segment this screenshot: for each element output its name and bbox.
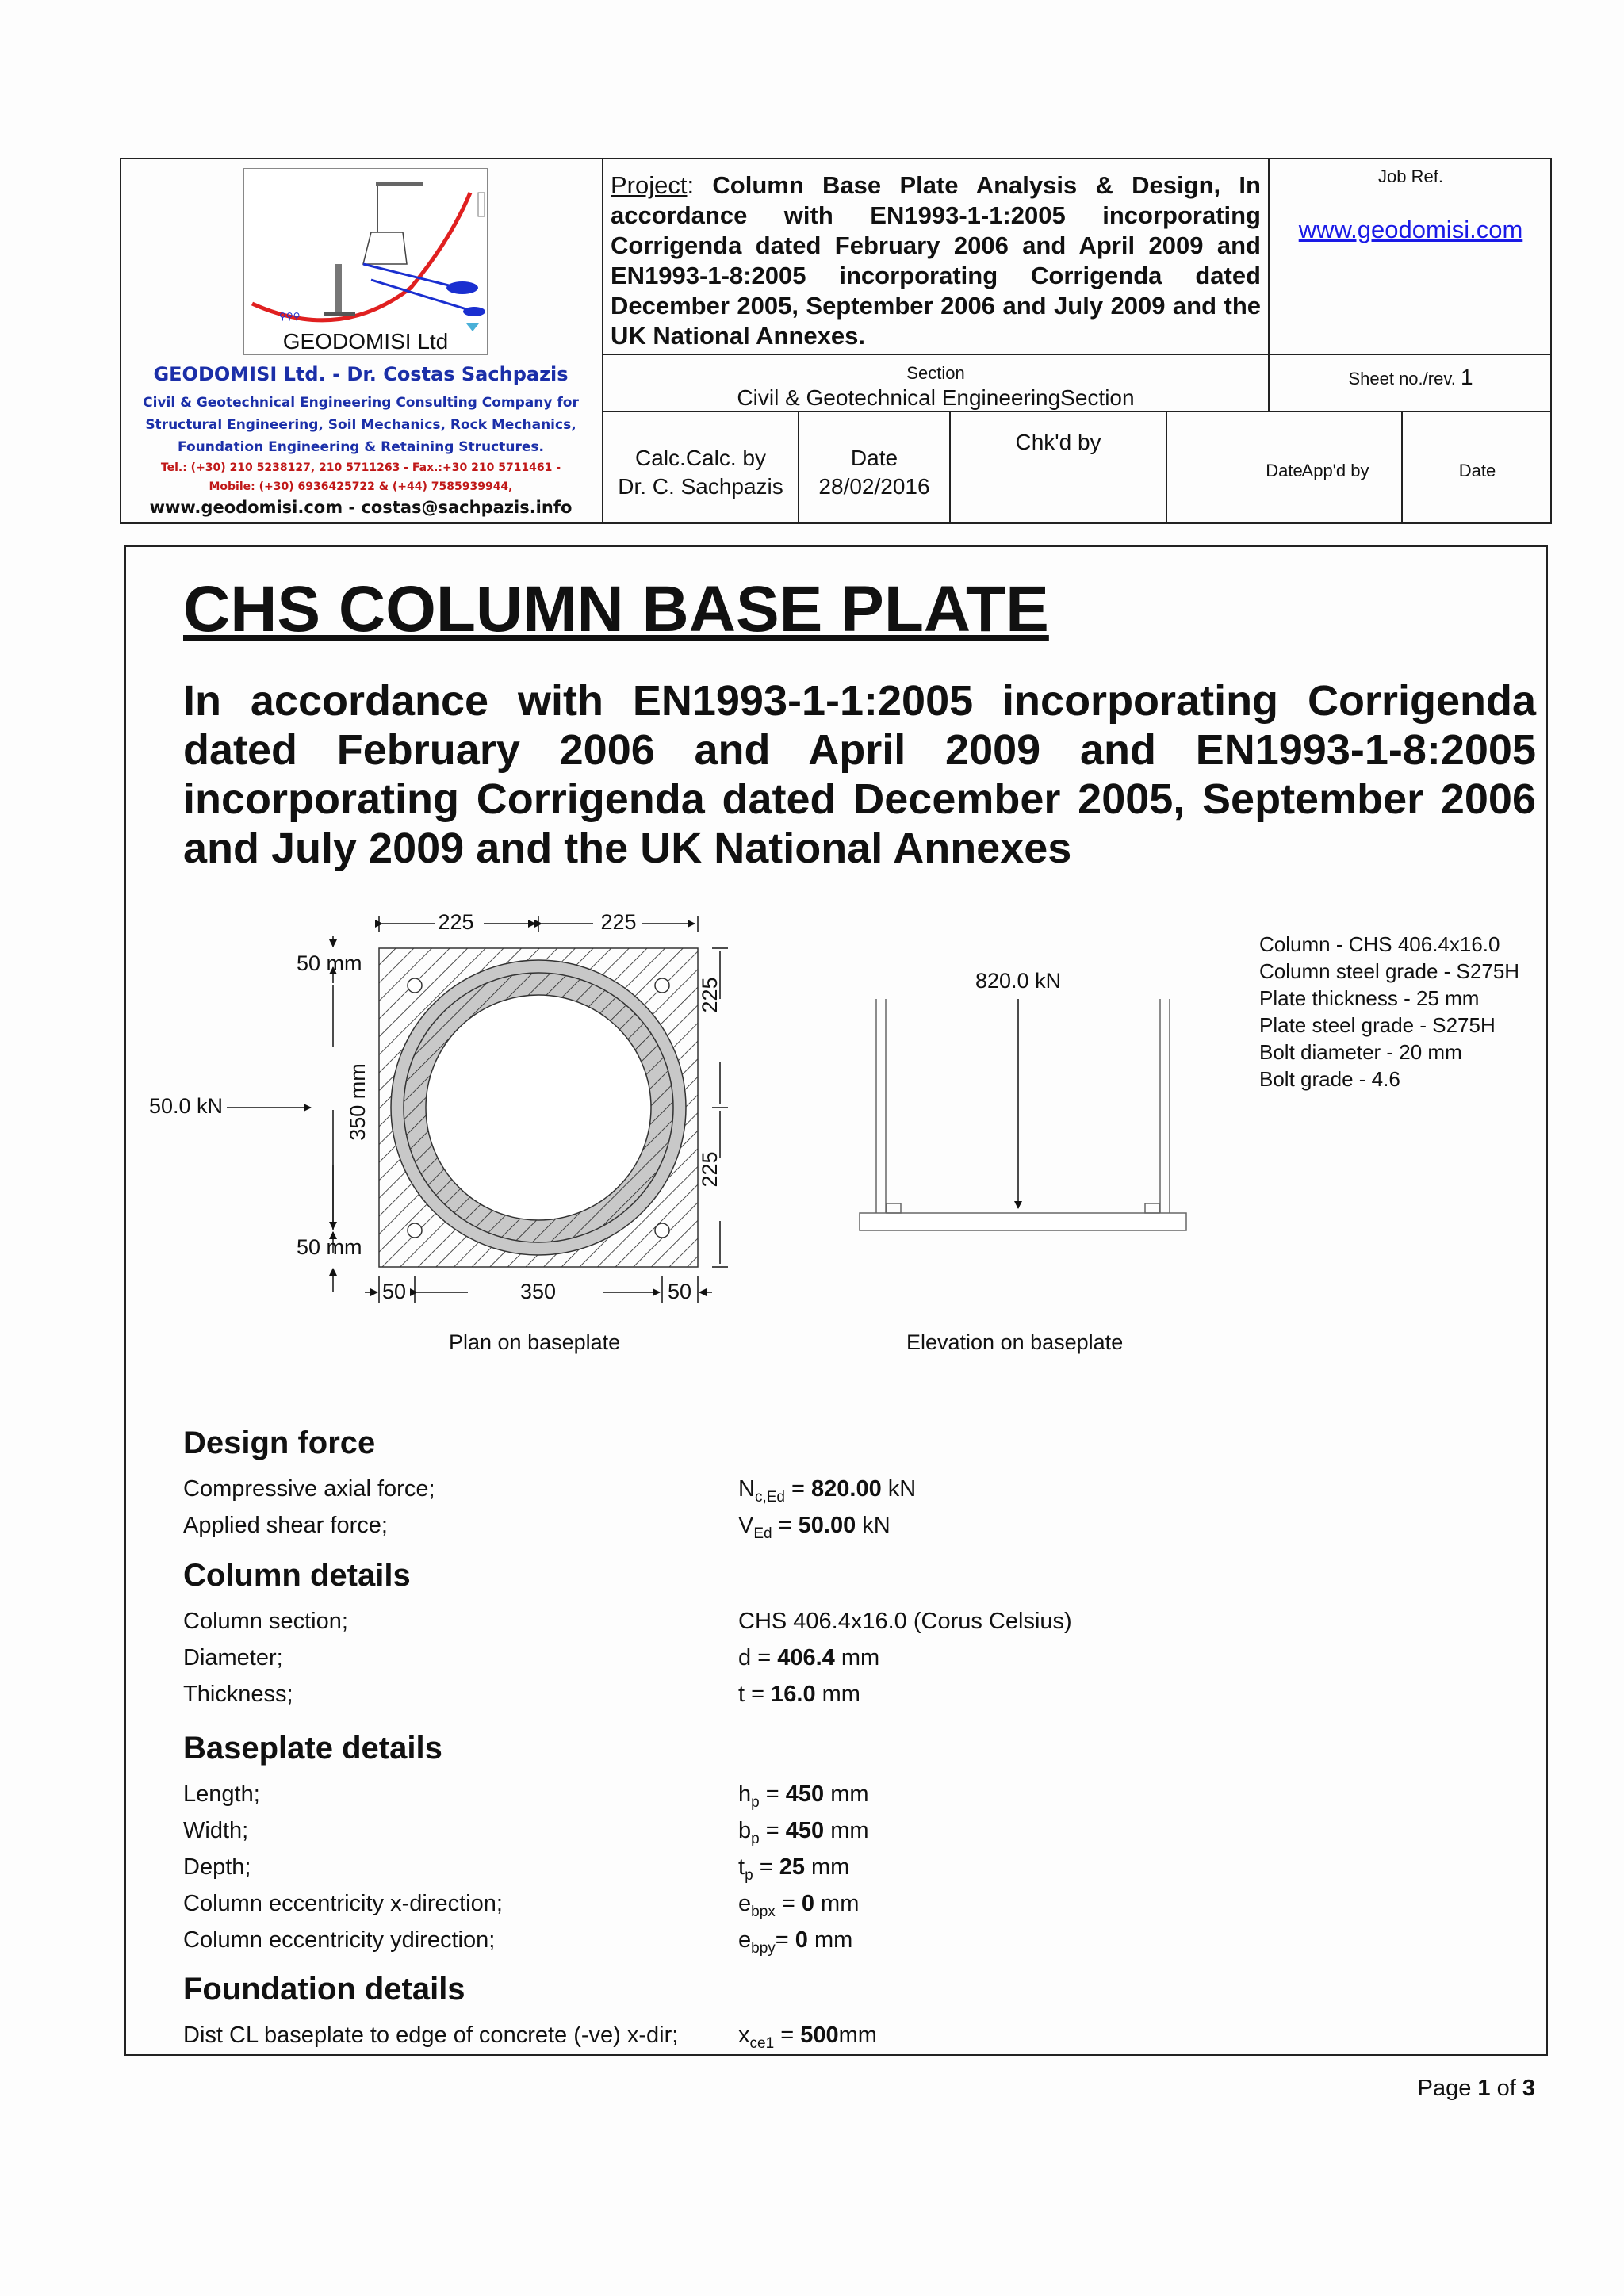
logo-text: GEODOMISI Ltd — [282, 329, 449, 354]
company-web: www.geodomisi.com - costas@sachpazis.info — [149, 498, 573, 517]
company-contact — [120, 458, 602, 496]
divider — [602, 354, 1552, 355]
elevation-caption: Elevation on baseplate — [906, 1330, 1124, 1354]
row-label: Dist CL baseplate to edge of concrete (-ve) x-dir; — [183, 2022, 679, 2048]
page-subtitle: In accordance with EN1993-1-1:2005 incorporating Corrigenda dated February 2006 and April 2009 and EN1993-1-8:2005 incorporating Corrigenda dated December 2005, September 2006 and July 2009 and the UK National Annexes — [183, 677, 1536, 872]
dim-label-225: 225 — [438, 910, 474, 934]
company-description — [120, 392, 602, 458]
project-label: Project — [611, 171, 688, 199]
project-block — [611, 170, 1261, 351]
company-name: GEODOMISI Ltd. - Dr. Costas Sachpazis — [153, 363, 569, 385]
dim-label-50mm: 50 mm — [297, 1235, 362, 1259]
dim-label-225: 225 — [600, 910, 637, 934]
company-tel: Tel.: (+30) 210 5238127, 210 5711263 - Fax.:+30 210 5711461 - — [160, 461, 561, 474]
divider — [602, 411, 1552, 412]
section-heading: Design force — [183, 1425, 376, 1460]
row-value: t = 16.0 mm — [738, 1682, 860, 1707]
elevation-plate — [860, 1213, 1186, 1230]
note-line: Bolt diameter - 20 mm — [1259, 1040, 1462, 1064]
column-hollow — [426, 995, 651, 1220]
sheet-label: Sheet no./rev. — [1348, 369, 1456, 388]
chkd-date-label: Date — [1266, 461, 1303, 480]
bolt-hole — [408, 1223, 422, 1238]
bolt-hole — [408, 978, 422, 993]
section-label: Section — [906, 363, 965, 383]
row-value: $N_{c,Ed} = 820.00$ kN — [738, 1476, 917, 1506]
dim-label-225: 225 — [698, 977, 722, 1013]
dim-label-50: 50 — [668, 1280, 692, 1303]
row-value: $x_{ce1} = 500mm$ — [738, 2022, 877, 2052]
row-value: $V_{Ed} = 50.00$ kN — [738, 1513, 891, 1542]
row-label: Column section; — [183, 1609, 348, 1634]
section-heading: Column details — [183, 1558, 411, 1593]
job-ref-link[interactable]: www.geodomisi.com — [1298, 216, 1523, 243]
note-line: Column - CHS 406.4x16.0 — [1259, 932, 1500, 956]
figure-notes — [1259, 931, 1519, 1093]
date-cell — [799, 444, 949, 501]
page-number: Page 1 of 3 — [1417, 2076, 1535, 2101]
row-label: Compressive axial force; — [183, 1476, 435, 1502]
project-text: Column Base Plate Analysis & Design, In accordance with EN1993-1-1:2005 incorporating Corrigenda dated February 2006 and April 2009 and EN1993-1-8:2005 incorporating Corrigenda dated December 2005, September 2006 and July 2009 and the UK National Annexes. — [611, 171, 1261, 350]
row-value: $b_p = 450$ mm — [738, 1818, 869, 1847]
dim-label-50mm: 50 mm — [297, 951, 362, 975]
row-label: Column eccentricity ydirection; — [183, 1927, 496, 1953]
dim-label-50: 50 — [382, 1280, 407, 1303]
section-value: Civil & Geotechnical EngineeringSection — [737, 385, 1135, 410]
row-value: $e_{bpy}= 0$ mm — [738, 1927, 853, 1957]
dim-label-350mm: 350 mm — [346, 1063, 370, 1141]
axial-load-label: 820.0 kN — [975, 969, 1062, 993]
sheet-value: 1 — [1460, 365, 1473, 389]
section-heading: Foundation details — [183, 1972, 465, 2007]
row-value: CHS 406.4x16.0 (Corus Celsius) — [738, 1609, 1072, 1634]
row-label: Applied shear force; — [183, 1513, 388, 1538]
project-colon: : — [687, 171, 713, 199]
chkd-by-label: Chk'd by — [1015, 430, 1101, 454]
row-label: Column eccentricity x-direction; — [183, 1891, 503, 1916]
dim-label-350: 350 — [520, 1280, 557, 1303]
row-value: $e_{bpx} = 0$ mm — [738, 1891, 860, 1920]
bolt-hole — [655, 978, 669, 993]
plan-caption: Plan on baseplate — [449, 1330, 621, 1354]
company-desc-line: Civil & Geotechnical Engineering Consulting Company for — [143, 395, 579, 411]
bolt-hole — [655, 1223, 669, 1238]
calc-by-label: Calc.Calc. by — [635, 446, 766, 470]
divider — [949, 411, 951, 524]
row-value: d = 406.4 mm — [738, 1645, 880, 1670]
row-value: $t_p = 25$ mm — [738, 1854, 850, 1884]
row-label: Length; — [183, 1781, 260, 1807]
company-desc-line: Foundation Engineering & Retaining Structures. — [178, 439, 544, 455]
plan-view — [379, 948, 698, 1267]
calc-by-value: Dr. C. Sachpazis — [618, 474, 783, 499]
date-value: 28/02/2016 — [818, 474, 930, 499]
note-line: Plate steel grade - S275H — [1259, 1013, 1496, 1037]
row-label: Width; — [183, 1818, 249, 1843]
shear-load-label: 50.0 kN — [149, 1094, 224, 1118]
row-label: Depth; — [183, 1854, 251, 1880]
bolt-head — [887, 1203, 901, 1213]
date-label: Date — [850, 446, 898, 470]
row-label: Diameter; — [183, 1645, 283, 1670]
job-ref-label: Job Ref. — [1378, 166, 1443, 186]
appd-date-label: Date — [1458, 461, 1496, 480]
elevation-view — [860, 999, 1186, 1230]
note-line: Plate thickness - 25 mm — [1259, 986, 1480, 1010]
company-logo — [243, 168, 488, 355]
section-heading: Baseplate details — [183, 1731, 442, 1766]
page-title: CHS COLUMN BASE PLATE — [183, 573, 1049, 645]
row-value: $h_p = 450$ mm — [738, 1781, 869, 1811]
appd-by-label: App'd by — [1301, 461, 1369, 480]
note-line: Bolt grade - 4.6 — [1259, 1067, 1400, 1091]
row-label: Thickness; — [183, 1682, 293, 1707]
company-mobile: Mobile: (+30) 6936425722 & (+44) 7585939944, — [209, 480, 513, 493]
calc-by-cell — [603, 444, 798, 501]
svg-text:⚲⚲⚲: ⚲⚲⚲ — [279, 311, 301, 322]
dim-label-225: 225 — [698, 1151, 722, 1188]
logo-graphic — [244, 169, 487, 354]
note-line: Column steel grade - S275H — [1259, 959, 1520, 983]
company-desc-line: Structural Engineering, Soil Mechanics, Rock Mechanics, — [145, 417, 576, 433]
bolt-head — [1145, 1203, 1159, 1213]
sheet-number — [1270, 365, 1552, 390]
